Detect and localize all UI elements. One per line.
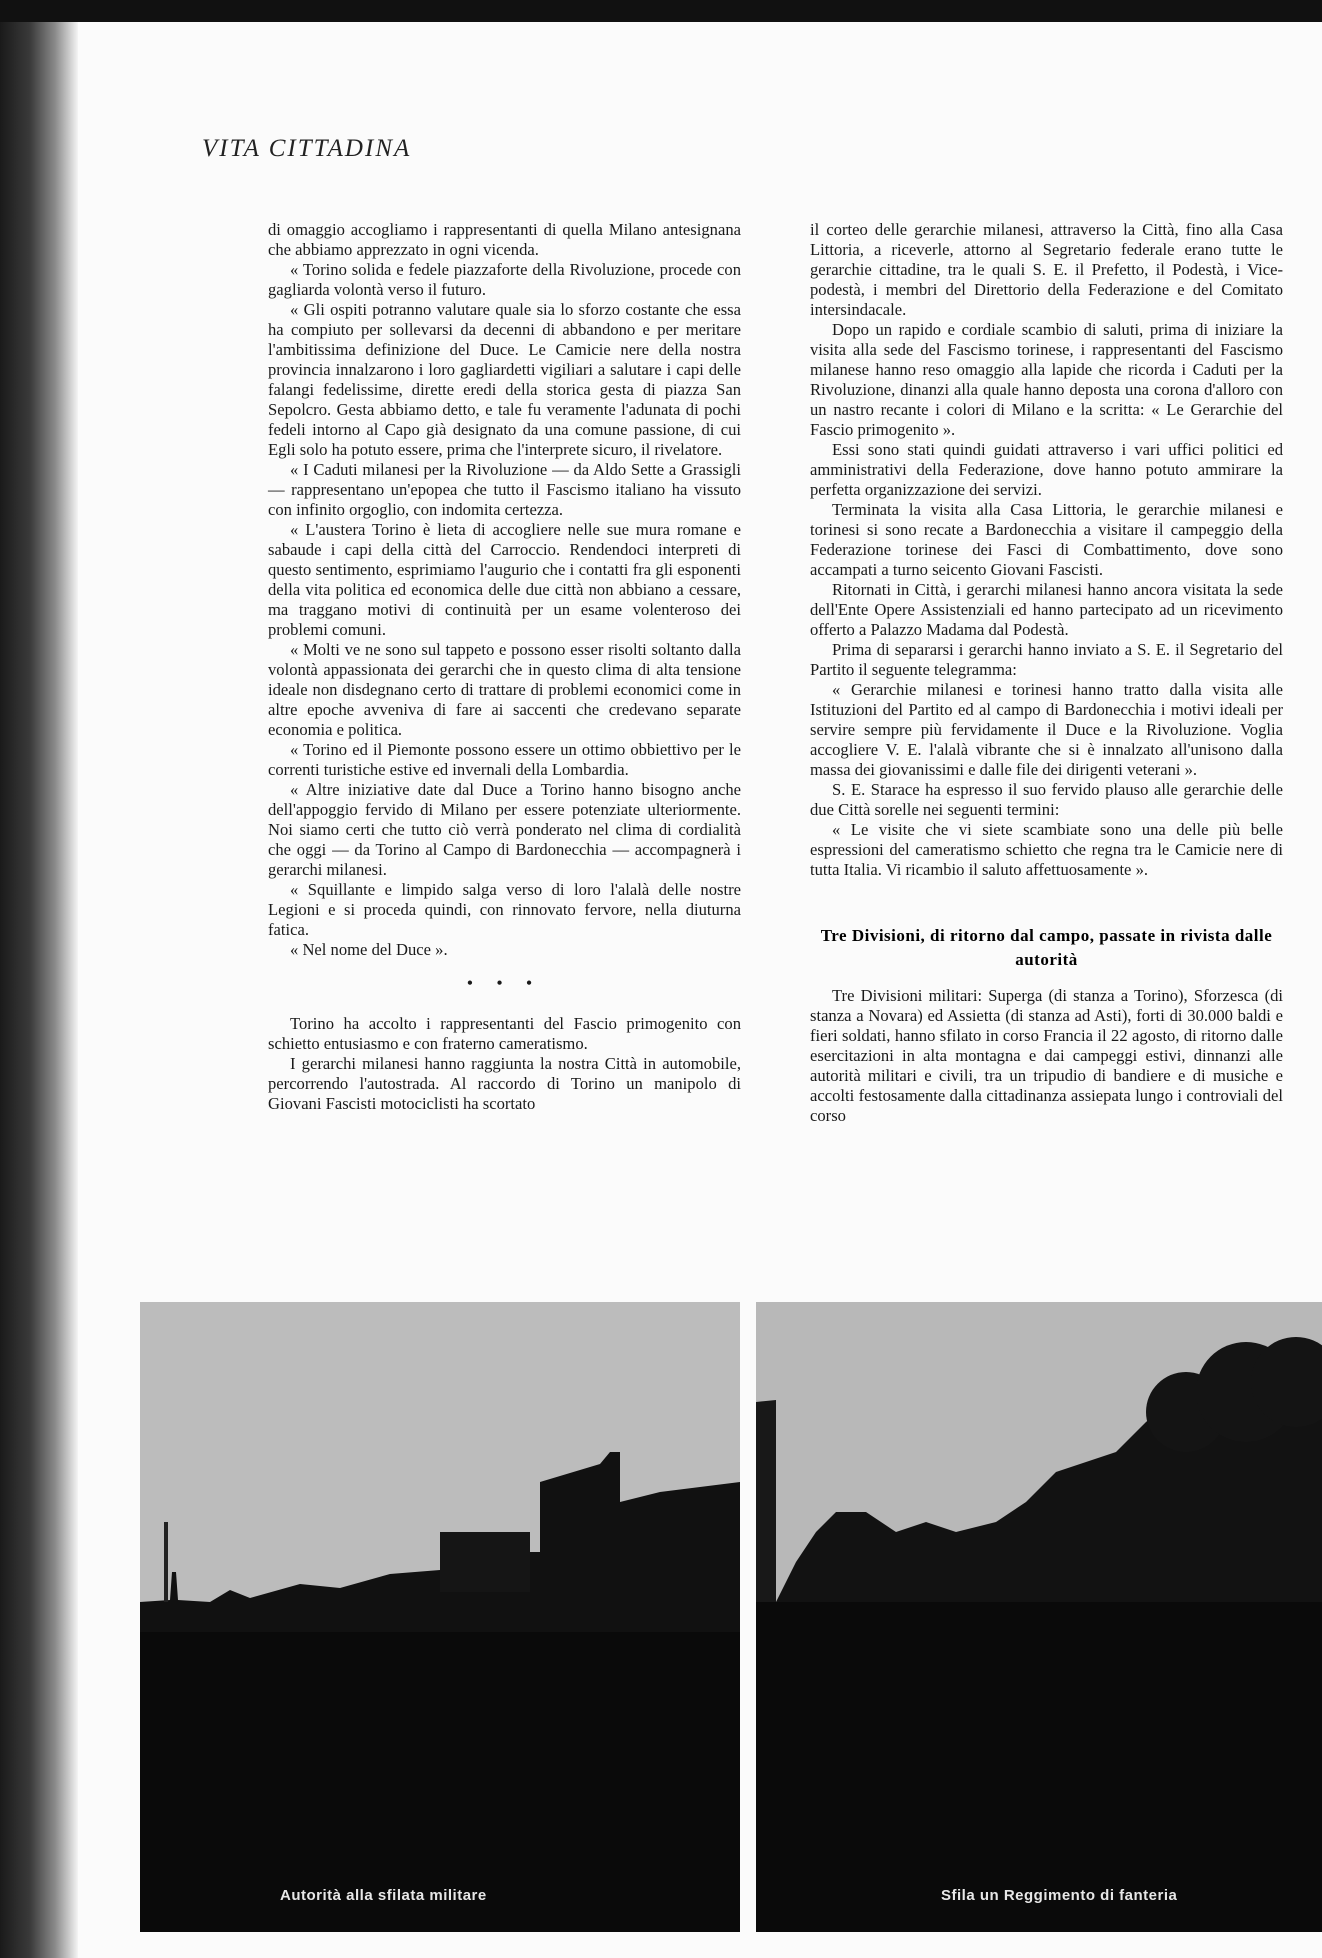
- paragraph: « Molti ve ne sono sul tappeto e possono esser risolti soltanto dalla volontà appassionata dei gerarchi che in questo clima di alta tensione ideale non disdegnano certo di trattare di problemi economici come in altre epoche avveniva di fare ai saccenti che credevano separate economia e politica.: [268, 640, 741, 739]
- paragraph: Terminata la visita alla Casa Littoria, le gerarchie milanesi e torinesi si sono recate a Bardonecchia a visitare il campeggio della Federazione torinese dei Fasci di Combattimento, dove sono accampati a turno seicento Giovani Fascisti.: [810, 500, 1283, 579]
- right-column: [810, 220, 1283, 1126]
- paragraph: « Squillante e limpido salga verso di loro l'alalà delle nostre Legioni e si proceda quindi, con rinnovato fervore, nella diuturna fatica.: [268, 880, 741, 939]
- paragraph: Tre Divisioni militari: Superga (di stanza a Torino), Sforzesca (di stanza a Novara) ed Assietta (di stanza ad Asti), forti di 30.000 baldi e fieri soldati, hanno sfilato in corso Francia il 22 agosto, di ritorno dalle esercitazioni in alta montagna e dai campeggi estivi, dinnanzi alle autorità militari e civili, tra un tripudio di bandiere e di musiche e accolti festosamente dalla cittadinanza assiepata lungo i controviali del corso: [810, 986, 1283, 1125]
- spacer: [810, 880, 1283, 924]
- photo-left: [140, 1302, 740, 1932]
- paragraph: Prima di separarsi i gerarchi hanno inviato a S. E. il Segretario del Partito il seguente telegramma:: [810, 640, 1283, 679]
- paragraph: S. E. Starace ha espresso il suo fervido plauso alle gerarchie delle due Città sorelle nei seguenti termini:: [810, 780, 1283, 819]
- photo-left-caption: Autorità alla sfilata militare: [280, 1887, 487, 1904]
- article-subheading: Tre Divisioni, di ritorno dal campo, passate in rivista dalle autorità: [820, 926, 1273, 969]
- paragraph: « Torino ed il Piemonte possono essere un ottimo obbiettivo per le correnti turistiche estive ed invernali della Lombardia.: [268, 740, 741, 779]
- photo-right: [756, 1302, 1322, 1932]
- paragraph: di omaggio accogliamo i rappresentanti di quella Milano antesignana che abbiamo apprezzato in ogni vicenda.: [268, 220, 741, 259]
- paragraph: Dopo un rapido e cordiale scambio di saluti, prima di iniziare la visita alla sede del Fascismo torinese, i rappresentanti del Fascismo milanese hanno reso omaggio alla lapide che ricorda i Caduti per la Rivoluzione, dinanzi alla quale hanno deposta una corona d'alloro con un nastro recante i colori di Milano e la scritta: « Le Gerarchie del Fascio primogenito ».: [810, 320, 1283, 439]
- paragraph: « L'austera Torino è lieta di accogliere nelle sue mura romane e sabaude i capi della città del Carroccio. Rendendoci interpreti di questo sentimento, esprimiamo l'augurio che i contatti fra gli esponenti della vita politica ed economica delle due città non abbiano a cessare, ma traggano motivi di continuità per un esame volenteroso dei problemi comuni.: [268, 520, 741, 639]
- paragraph: « I Caduti milanesi per la Rivoluzione — da Aldo Sette a Grassigli — rappresentano un'epopea che tutto il Fascismo italiano ha vissuto con infinito orgoglio, con indomita certezza.: [268, 460, 741, 519]
- section-title: VITA CITTADINA: [202, 135, 412, 162]
- paragraph: « Torino solida e fedele piazzaforte della Rivoluzione, procede con gagliarda volontà verso il futuro.: [268, 260, 741, 299]
- paragraph: « Gli ospiti potranno valutare quale sia lo sforzo costante che essa ha compiuto per sollevarsi da decenni di abbandono e per meritare l'ambitissima definizione del Duce. Le Camicie nere della nostra provincia innalzarono i loro gagliardetti vigiliari a salutare i capi delle falangi fedelissime, dirette eredi della storica gesta di piazza San Sepolcro. Gesta abbiamo detto, e tale fu veramente l'adunata di pochi fedeli intorno al Capo già designato da una comune passione, di cui Egli solo ha potuto essere, prima che l'interprete sicuro, il rivelatore.: [268, 300, 741, 459]
- paragraph: « Gerarchie milanesi e torinesi hanno tratto dalla visita alle Istituzioni del Partito ed al campo di Bardonecchia i motivi ideali per servire sempre più fervidamente il Duce e la Rivoluzione. Voglia accogliere V. E. l'alalà vibrante che si è innalzato all'unisono dalla massa dei giovanissimi e dalle file dei dirigenti veterani ».: [810, 680, 1283, 779]
- photo-left-silhouette: [140, 1302, 740, 1932]
- left-column: [268, 220, 741, 1114]
- paragraph: Torino ha accolto i rappresentanti del Fascio primogenito con schietto entusiasmo e con fraterno cameratismo.: [268, 1014, 741, 1053]
- section-separator: • • •: [467, 975, 542, 992]
- photo-right-caption: Sfila un Reggimento di fanteria: [941, 1887, 1178, 1904]
- photo-right-silhouette: [756, 1302, 1322, 1932]
- paragraph: Ritornati in Città, i gerarchi milanesi hanno ancora visitata la sede dell'Ente Opere Assistenziali ed hanno partecipato ad un ricevimento offerto a Palazzo Madama dal Podestà.: [810, 580, 1283, 639]
- paragraph: Essi sono stati quindi guidati attraverso i vari uffici politici ed amministrativi della Federazione, dove hanno potuto ammirare la perfetta organizzazione dei servizi.: [810, 440, 1283, 499]
- paragraph: I gerarchi milanesi hanno raggiunta la nostra Città in automobile, percorrendo l'autostrada. Al raccordo di Torino un manipolo di Giovani Fascisti motociclisti ha scortato: [268, 1054, 741, 1113]
- scan-border-left: [0, 22, 78, 1958]
- paragraph: « Le visite che vi siete scambiate sono una delle più belle espressioni del cameratismo schietto che regna tra le Camicie nere di tutta Italia. Vi ricambio il saluto affettuosamente ».: [810, 820, 1283, 879]
- paragraph: « Altre iniziative date dal Duce a Torino hanno bisogno anche dell'appoggio fervido di Milano per essere potenziate ulteriormente. Noi siamo certi che tutto ciò verrà ponderato nel clima di cordialità che oggi — da Torino al Campo di Bardonecchia — accompagnerà i gerarchi milanesi.: [268, 780, 741, 879]
- scan-border-top: [0, 0, 1322, 22]
- paragraph: il corteo delle gerarchie milanesi, attraverso la Città, fino alla Casa Littoria, a riceverle, attorno al Segretario federale erano tutte le gerarchie cittadine, tra le quali S. E. il Prefetto, il Podestà, i Vice-podestà, i membri del Direttorio della Federazione e del Comitato intersindacale.: [810, 220, 1283, 319]
- paragraph: « Nel nome del Duce ».: [290, 940, 448, 959]
